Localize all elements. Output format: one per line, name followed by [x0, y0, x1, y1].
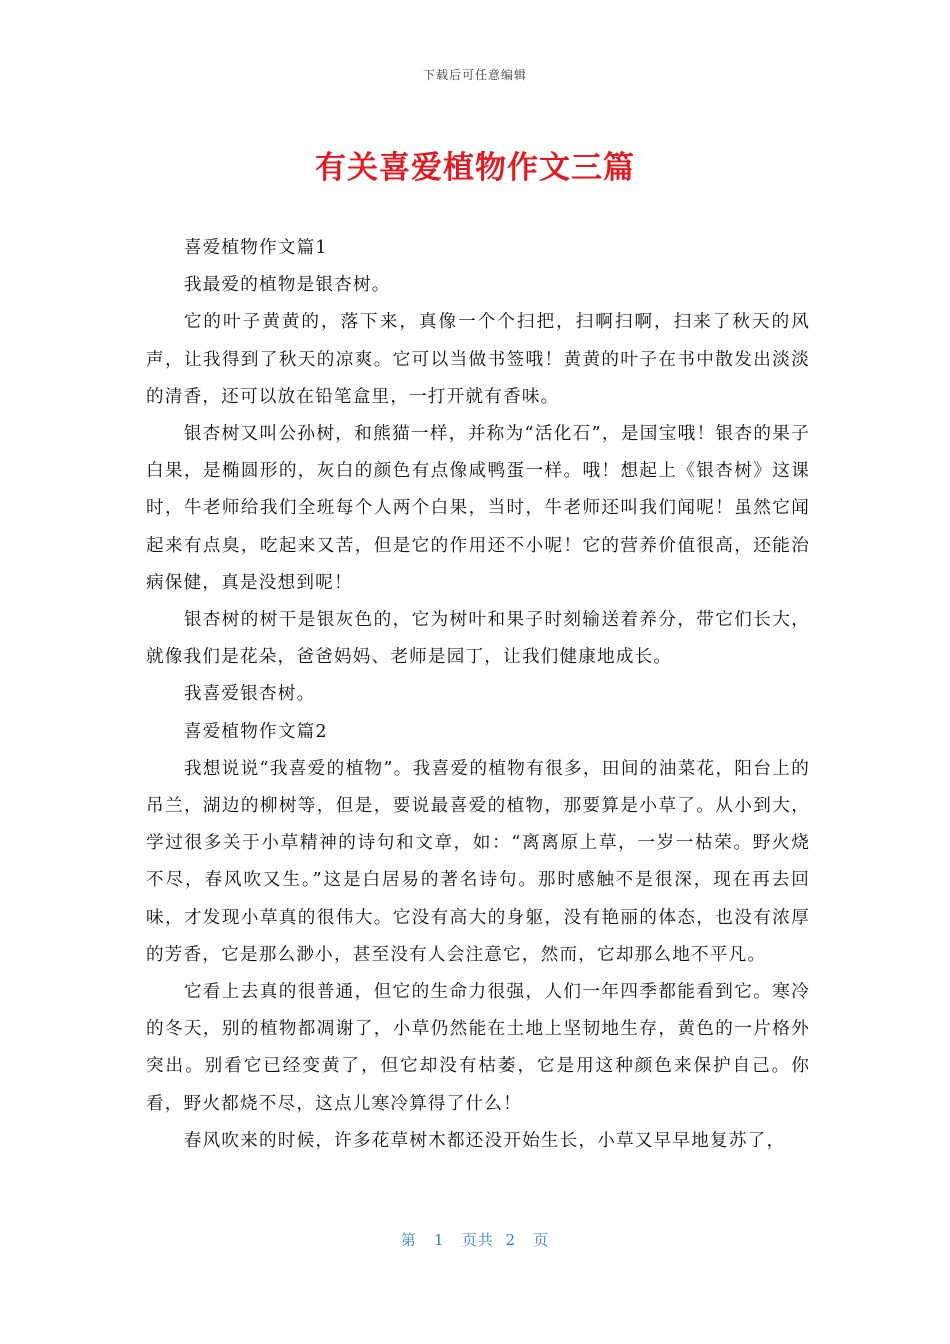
paragraph: 它的叶子黄黄的，落下来，真像一个个扫把，扫啊扫啊，扫来了秋天的风声，让我得到了秋天的凉爽。它可以当做书签哦！黄黄的叶子在书中散发出淡淡的清香，还可以放在铅笔盒里，一打开就有香味。 — [146, 312, 810, 407]
footer-current-page: 1 — [434, 1231, 445, 1249]
paragraph: 我最爱的植物是银杏树。 — [183, 275, 391, 296]
document-title: 有关喜爱植物作文三篇 — [315, 150, 635, 186]
page-footer — [0, 1229, 950, 1250]
header-note: 下载后可任意编辑 — [422, 68, 527, 82]
footer-label-page: 第 — [400, 1231, 417, 1249]
document-body — [146, 230, 810, 1160]
section-heading-1: 喜爱植物作文篇1 — [183, 238, 328, 258]
paragraph: 我喜爱银杏树。 — [183, 684, 316, 705]
footer-label-of: 页共 — [461, 1231, 494, 1249]
paragraph: 银杏树的树干是银灰色的，它为树叶和果子时刻输送着养分，带它们长大，就像我们是花朵，爸爸妈妈、老师是园丁，让我们健康地成长。 — [146, 610, 810, 668]
section-heading-2: 喜爱植物作文篇2 — [183, 721, 328, 742]
footer-total-pages: 2 — [505, 1231, 516, 1249]
paragraph: 我想说说“我喜爱的植物”。我喜爱的植物有很多，田间的油菜花，阳台上的吊兰，湖边的柳树等，但是，要说最喜爱的植物，那要算是小草了。从小到大，学过很多关于小草精神的诗句和文章，如：“离离原上草，一岁一枯荣。野火烧不尽，春风吹又生。”这是白居易的著名诗句。那时感触不是很深，现在再去回味，才发现小草真的很伟大。它没有高大的身躯，没有艳丽的体态，也没有浓厚的芳香，它是那么渺小，甚至没有人会注意它，然而，它却那么地不平凡。 — [146, 758, 810, 965]
footer-label-end: 页 — [533, 1231, 550, 1249]
paragraph: 银杏树又叫公孙树，和熊猫一样，并称为“活化石”，是国宝哦！银杏的果子白果，是椭圆形的，灰白的颜色有点像咸鸭蛋一样。哦！想起上《银杏树》这课时，牛老师给我们全班每个人两个白果，当时，牛老师还叫我们闻呢！虽然它闻起来有点臭，吃起来又苦，但是它的作用还不小呢！它的营养价值很高，还能治病保健，真是没想到呢！ — [146, 424, 810, 593]
paragraph: 它看上去真的很普通，但它的生命力很强，人们一年四季都能看到它。寒冷的冬天，别的植物都凋谢了，小草仍然能在土地上坚韧地生存，黄色的一片格外突出。别看它已经变黄了，但它却没有枯萎，它是用这种颜色来保护自己。你看，野火都烧不尽，这点儿寒冷算得了什么！ — [146, 982, 810, 1114]
paragraph: 春风吹来的时候，许多花草树木都还没开始生长，小草又早早地复苏了， — [183, 1130, 786, 1151]
